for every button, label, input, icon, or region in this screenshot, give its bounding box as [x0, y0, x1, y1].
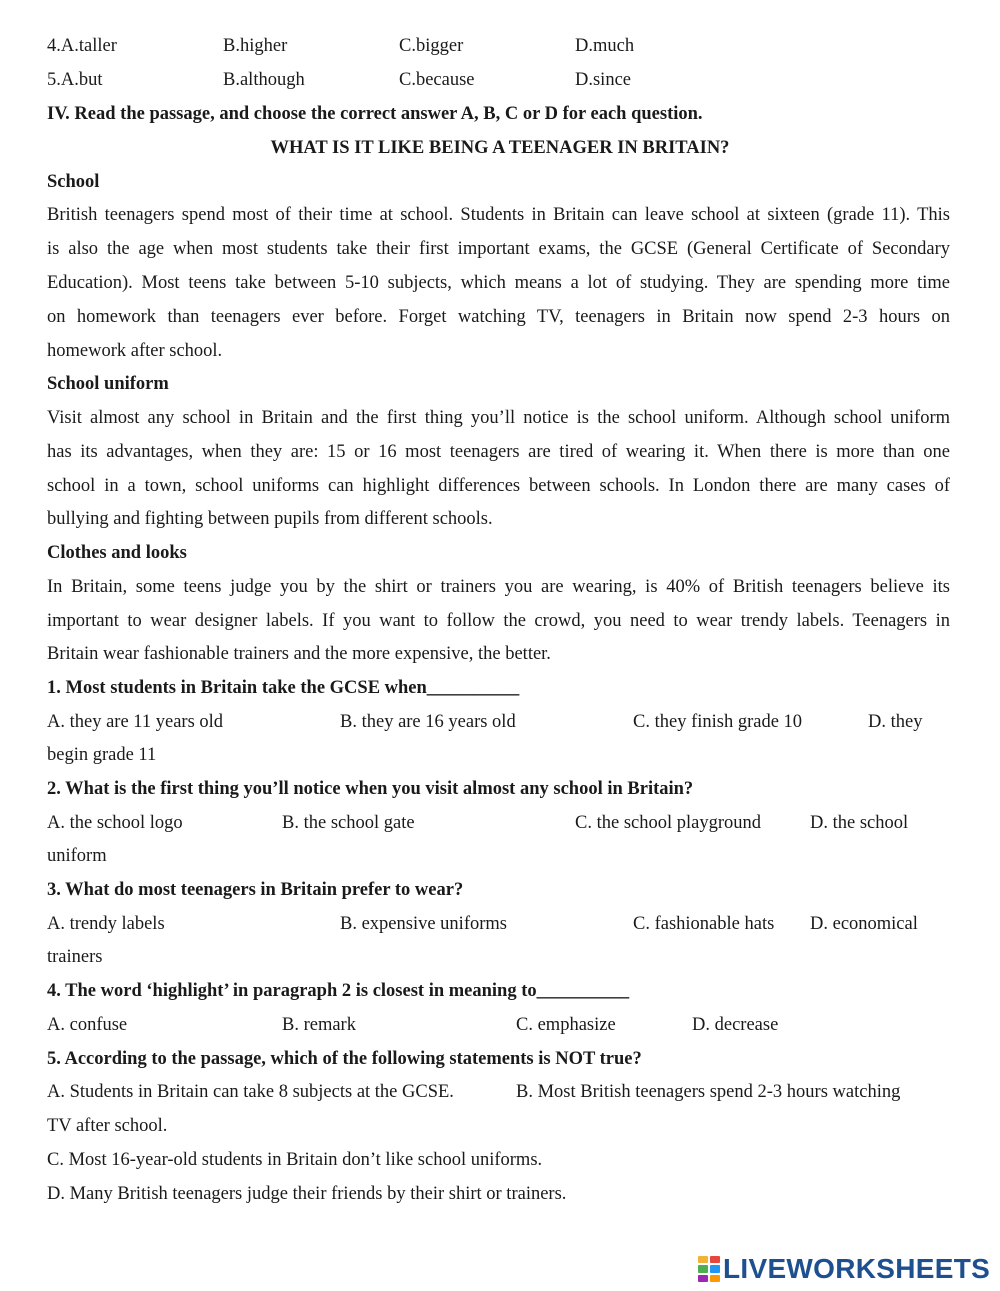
- passage-line: In Britain, some teens judge you by the shirt or trainers you are wearing, is 40% of British teenagers believe its: [47, 577, 950, 597]
- passage-line: homework after school.: [47, 341, 223, 361]
- prev-q5-option-a: 5.A.but: [47, 70, 103, 90]
- q4-option-c[interactable]: C. emphasize: [516, 1015, 616, 1035]
- q5-option-c[interactable]: C. Most 16-year-old students in Britain don’t like school uniforms.: [47, 1150, 543, 1170]
- liveworksheets-logo-text: LIVEWORKSHEETS: [723, 1253, 991, 1284]
- passage-line: Britain wear fashionable trainers and the more expensive, the better.: [47, 644, 551, 664]
- q1-option-d-cont[interactable]: begin grade 11: [47, 745, 157, 765]
- q2-option-b[interactable]: B. the school gate: [282, 813, 415, 833]
- prev-q4-option-b: B.higher: [223, 36, 288, 56]
- q5-option-b[interactable]: B. Most British teenagers spend 2-3 hours watching: [516, 1082, 901, 1102]
- q2-option-a[interactable]: A. the school logo: [47, 813, 183, 833]
- q1-option-b[interactable]: B. they are 16 years old: [340, 712, 516, 732]
- question-3-stem: 3. What do most teenagers in Britain prefer to wear?: [47, 880, 464, 900]
- prev-q5-option-b: B.although: [223, 70, 305, 90]
- q4-option-a[interactable]: A. confuse: [47, 1015, 128, 1035]
- passage-line: important to wear designer labels. If you want to follow the crowd, you need to wear trendy labels. Teenagers in: [47, 611, 950, 631]
- liveworksheets-logo: [698, 1254, 990, 1284]
- prev-q5-option-c: C.because: [399, 70, 475, 90]
- q2-option-c[interactable]: C. the school playground: [575, 813, 762, 833]
- paragraph-heading-clothes: Clothes and looks: [47, 543, 187, 563]
- passage-line: has its advantages, when they are: 15 or 16 most teenagers are tired of wearing it. When there is more than one: [47, 442, 950, 462]
- section-instruction: IV. Read the passage, and choose the correct answer A, B, C or D for each question.: [47, 104, 703, 124]
- passage-line: Education). Most teens take between 5-10 subjects, which means a lot of studying. They are spending more time: [47, 273, 950, 293]
- q5-option-b-cont[interactable]: TV after school.: [47, 1116, 168, 1136]
- q3-option-b[interactable]: B. expensive uniforms: [340, 914, 507, 934]
- passage-line: on homework than teenagers ever before. Forget watching TV, teenagers in Britain now spend 2-3 hours on: [47, 307, 950, 327]
- q5-option-a[interactable]: A. Students in Britain can take 8 subjects at the GCSE.: [47, 1082, 454, 1102]
- q4-option-b[interactable]: B. remark: [282, 1015, 356, 1035]
- prev-q5-option-d: D.since: [575, 70, 631, 90]
- liveworksheets-logo-icon: [698, 1256, 720, 1282]
- q3-option-d[interactable]: D. economical: [810, 914, 918, 934]
- question-4-stem: 4. The word ‘highlight’ in paragraph 2 is closest in meaning to__________: [47, 981, 630, 1001]
- q2-option-d-cont[interactable]: uniform: [47, 846, 107, 866]
- prev-q4-option-a: 4.A.taller: [47, 36, 117, 56]
- q2-option-d[interactable]: D. the school: [810, 813, 909, 833]
- prev-q4-option-c: C.bigger: [399, 36, 464, 56]
- passage-line: British teenagers spend most of their time at school. Students in Britain can leave school at sixteen (grade 11). This: [47, 205, 950, 225]
- question-2-stem: 2. What is the first thing you’ll notice when you visit almost any school in Britain?: [47, 779, 694, 799]
- passage-line: Visit almost any school in Britain and the first thing you’ll notice is the school uniform. Although school uniform: [47, 408, 950, 428]
- paragraph-heading-school-uniform: School uniform: [47, 374, 169, 394]
- passage-line: is also the age when most students take their first important exams, the GCSE (General Certificate of Secondary: [47, 239, 950, 259]
- prev-q4-option-d: D.much: [575, 36, 635, 56]
- passage-title: WHAT IS IT LIKE BEING A TEENAGER IN BRITAIN?: [270, 138, 730, 158]
- question-5-stem: 5. According to the passage, which of the following statements is NOT true?: [47, 1049, 642, 1069]
- passage-line: bullying and fighting between pupils from different schools.: [47, 509, 493, 529]
- q5-option-d[interactable]: D. Many British teenagers judge their friends by their shirt or trainers.: [47, 1184, 567, 1204]
- q1-option-c[interactable]: C. they finish grade 10: [633, 712, 803, 732]
- q4-option-d[interactable]: D. decrease: [692, 1015, 779, 1035]
- q3-option-c[interactable]: C. fashionable hats: [633, 914, 775, 934]
- paragraph-heading-school: School: [47, 172, 100, 192]
- q1-option-a[interactable]: A. they are 11 years old: [47, 712, 224, 732]
- q3-option-a[interactable]: A. trendy labels: [47, 914, 165, 934]
- q1-option-d[interactable]: D. they: [868, 712, 923, 732]
- q3-option-d-cont[interactable]: trainers: [47, 947, 103, 967]
- passage-line: school in a town, school uniforms can highlight differences between schools. In London there are many cases of: [47, 476, 950, 496]
- question-1-stem: 1. Most students in Britain take the GCSE when__________: [47, 678, 520, 698]
